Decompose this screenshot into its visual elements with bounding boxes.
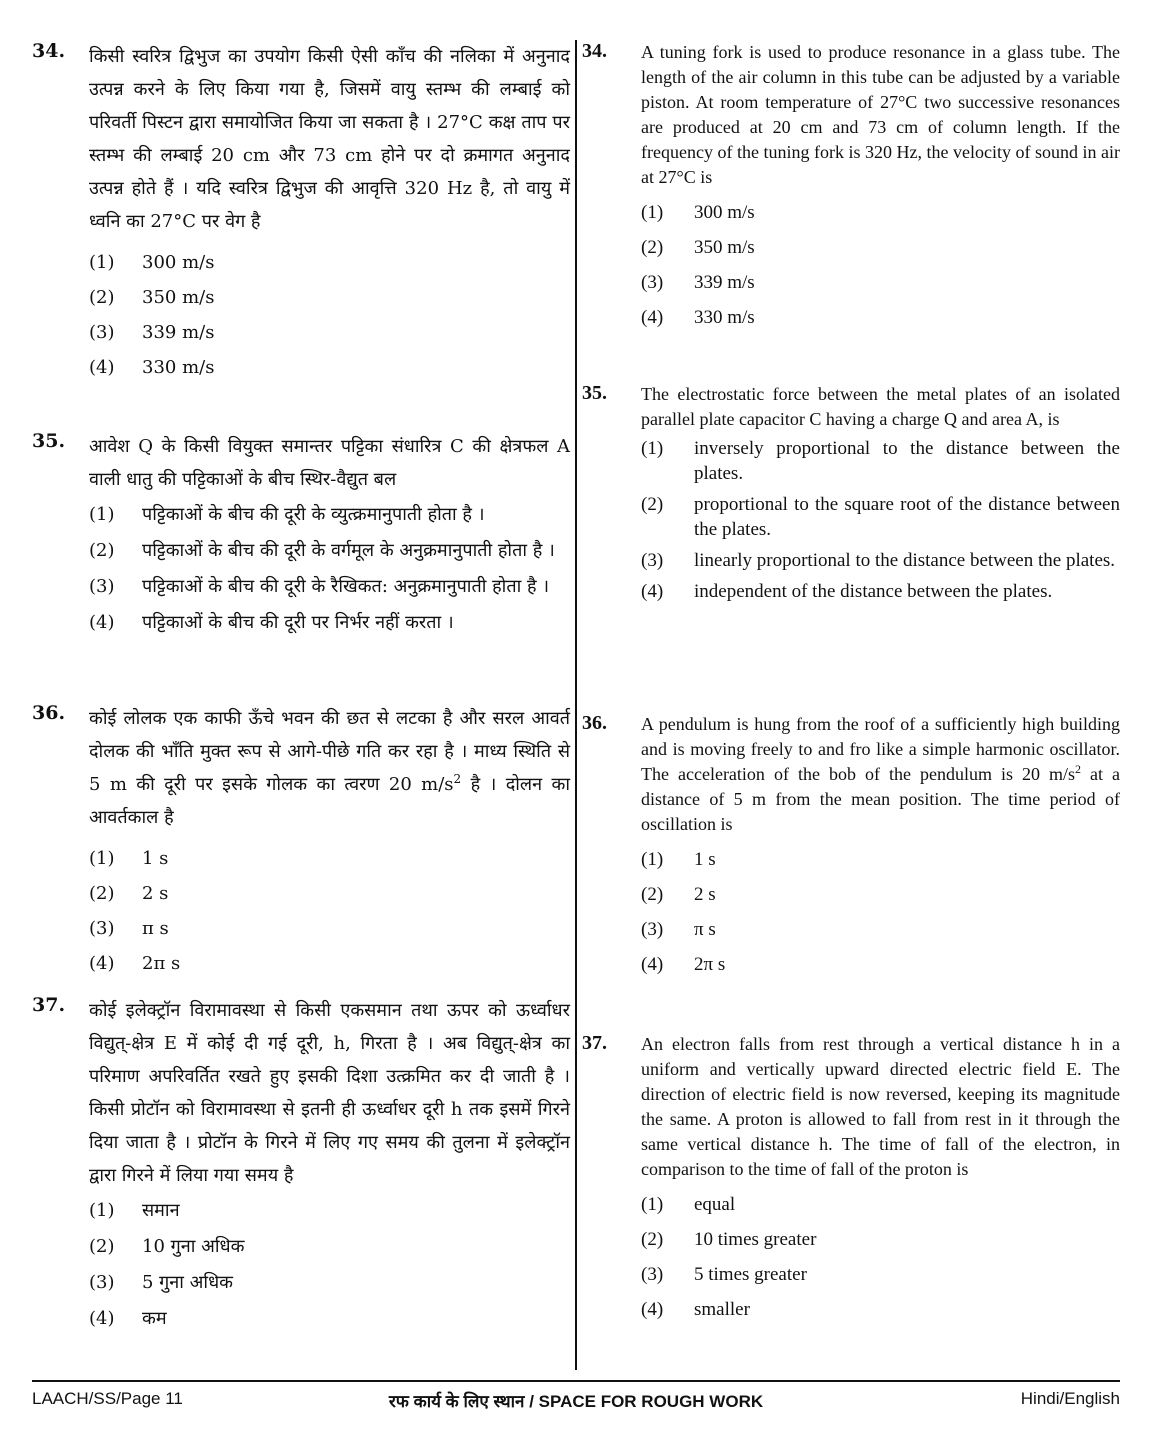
option[interactable]: [641, 305, 1120, 330]
option-text: पट्टिकाओं के बीच की दूरी के व्युत्क्रमानुपाती होता है ।: [142, 504, 485, 525]
option[interactable]: [641, 917, 1120, 942]
page-code: LAACH/SS/Page 11: [32, 1389, 183, 1408]
option-number: (1): [89, 848, 115, 869]
option-number: (1): [641, 438, 664, 459]
option-number: (3): [89, 918, 115, 939]
option-number: (2): [641, 494, 664, 515]
option-number: (2): [641, 884, 664, 905]
option[interactable]: [89, 318, 570, 348]
option-text: 339 m/s: [694, 272, 755, 293]
option[interactable]: [641, 1192, 1120, 1217]
option-number: (3): [641, 1264, 664, 1285]
option-number: (4): [641, 954, 664, 975]
option-text: 330 m/s: [694, 307, 755, 328]
option-text: 5 times greater: [694, 1264, 807, 1285]
question-stem: [89, 702, 570, 834]
option-text: 350 m/s: [694, 237, 755, 258]
option-text: proportional to the square root of the distance between the plates.: [694, 494, 1120, 540]
english-column: [582, 40, 1120, 1332]
option[interactable]: [641, 548, 1120, 573]
options-list: [89, 844, 570, 979]
option-text: 10 times greater: [694, 1229, 817, 1250]
stem-part: A pendulum is hung from the roof of a sufficiently high building and is moving freely to and fro like a simple harmonic oscillator. The acceleration of the bob of the pendulum is 20 m/s: [641, 714, 1120, 784]
option-text: 339 m/s: [142, 322, 215, 343]
option[interactable]: [89, 353, 570, 383]
option-number: (2): [89, 1236, 115, 1257]
option-text: 330 m/s: [142, 357, 215, 378]
option-number: (4): [641, 307, 664, 328]
superscript: 2: [1075, 762, 1081, 776]
option-number: (4): [641, 581, 664, 602]
option-text: पट्टिकाओं के बीच की दूरी के रैखिकत: अनुक्रमानुपाती होता है ।: [142, 576, 550, 597]
option[interactable]: [641, 579, 1120, 604]
option-number: (3): [641, 272, 664, 293]
question-number: 35.: [32, 430, 66, 452]
option[interactable]: [641, 200, 1120, 225]
options-list: [89, 248, 570, 383]
option-number: (3): [89, 322, 115, 343]
option-text: 10 गुना अधिक: [142, 1236, 245, 1257]
options-list: [641, 436, 1120, 604]
option-text: smaller: [694, 1299, 750, 1320]
question-number: 37.: [582, 1032, 607, 1054]
option[interactable]: [641, 492, 1120, 542]
question-stem: कोई इलेक्ट्रॉन विरामावस्था से किसी एकसमान तथा ऊपर को ऊर्ध्वाधर विद्युत्-क्षेत्र E में कोई दी गई दूरी, h, गिरता है । अब विद्युत्-क्षेत्र का परिमाण अपरिवर्तित रखते हुए इसकी दिशा उत्क्रमित कर दी जाती है । किसी प्रोटॉन को विरामावस्था से इतनी ही ऊर्ध्वाधर दूरी h तक इसमें गिरने दिया जाता है । प्रोटॉन के गिरने में लिए गए समय की तुलना में इलेक्ट्रॉन द्वारा गिरने में लिया गया समय है: [89, 1000, 570, 1186]
question-34-english: [582, 40, 1120, 382]
option[interactable]: [89, 608, 570, 638]
question-35-hindi: [32, 430, 570, 702]
option-number: (1): [89, 504, 115, 525]
question-stem: किसी स्वरित्र द्विभुज का उपयोग किसी ऐसी काँच की नलिका में अनुनाद उत्पन्न करने के लिए किया गया है, जिसमें वायु स्तम्भ की लम्बाई को परिवर्ती पिस्टन द्वारा समायोजित किया जा सकता है । 27°C कक्ष ताप पर स्तम्भ की लम्बाई 20 cm और 73 cm होने पर दो क्रमागत अनुनाद उत्पन्न होते हैं । यदि स्वरित्र द्विभुज की आवृत्ति 320 Hz है, तो वायु में ध्वनि का 27°C पर वेग है: [89, 46, 570, 232]
option-text: π s: [142, 918, 169, 939]
option-number: (2): [641, 237, 664, 258]
option-number: (1): [89, 1200, 115, 1221]
language-label: Hindi/English: [1020, 1389, 1120, 1408]
option[interactable]: [641, 1297, 1120, 1322]
question-number: 37.: [32, 994, 66, 1016]
option[interactable]: [641, 1262, 1120, 1287]
option-number: (2): [89, 540, 115, 561]
stem-part: at a distance of 5 m from the mean position. The time period of oscillation is: [641, 764, 1121, 834]
option-text: 1 s: [694, 849, 716, 870]
options-list: [89, 500, 570, 638]
option-text: कम: [142, 1308, 167, 1329]
option-number: (2): [89, 287, 115, 308]
option-number: (1): [641, 202, 664, 223]
option-number: (3): [89, 576, 115, 597]
option[interactable]: [89, 572, 570, 602]
question-number: 36.: [582, 712, 607, 734]
options-list: [641, 847, 1120, 977]
question-stem: An electron falls from rest through a vertical distance h in a uniform and vertically upward directed electric field E. The direction of electric field is now reversed, keeping its magnitude the same. A proton is allowed to fall from rest in it through the same vertical distance h. The time of fall of the electron, in comparison to the time of fall of the proton is: [641, 1034, 1120, 1179]
option-text: 2 s: [694, 884, 716, 905]
question-number: 35.: [582, 382, 607, 404]
question-number: 36.: [32, 702, 66, 724]
question-stem: आवेश Q के किसी वियुक्त समान्तर पट्टिका संधारित्र C की क्षेत्रफल A वाली धातु की पट्टिकाओं के बीच स्थिर-वैद्युत बल: [89, 436, 570, 490]
option-number: (1): [641, 849, 664, 870]
option[interactable]: [641, 882, 1120, 907]
options-list: [641, 200, 1120, 330]
question-35-english: [582, 382, 1120, 712]
option[interactable]: [641, 270, 1120, 295]
option[interactable]: [89, 1268, 570, 1298]
option[interactable]: [89, 1304, 570, 1334]
option-text: inversely proportional to the distance between the plates.: [694, 438, 1120, 484]
option-number: (4): [89, 357, 115, 378]
option[interactable]: [89, 500, 570, 530]
option-text: linearly proportional to the distance between the plates.: [694, 550, 1116, 571]
options-list: [641, 1192, 1120, 1322]
options-list: [89, 1196, 570, 1334]
hindi-column: [32, 40, 570, 1340]
option-number: (4): [89, 1308, 115, 1329]
question-37-english: [582, 1032, 1120, 1322]
question-34-hindi: [32, 40, 570, 430]
question-36-hindi: [32, 702, 570, 994]
option-text: पट्टिकाओं के बीच की दूरी पर निर्भर नहीं करता ।: [142, 612, 454, 633]
question-stem: [641, 712, 1120, 837]
option[interactable]: [89, 1232, 570, 1262]
option-text: 2π s: [142, 953, 181, 974]
option-text: 300 m/s: [694, 202, 755, 223]
option-text: π s: [694, 919, 716, 940]
option-number: (4): [89, 612, 115, 633]
option-text: independent of the distance between the plates.: [694, 581, 1053, 602]
option-number: (1): [641, 1194, 664, 1215]
option[interactable]: [641, 952, 1120, 977]
option[interactable]: [641, 436, 1120, 486]
rough-work-label: रफ कार्य के लिए स्थान / SPACE FOR ROUGH WORK: [388, 1392, 764, 1411]
stem-part: कोई लोलक एक काफी ऊँचे भवन की छत से लटका है और सरल आवर्त दोलक की भाँति मुक्त रूप से आगे-पीछे गति कर रहा है । माध्य स्थिति से 5 m की दूरी पर इसके गोलक का त्वरण 20 m/s: [89, 708, 570, 795]
option-number: (4): [641, 1299, 664, 1320]
option-text: 1 s: [142, 848, 169, 869]
option-number: (3): [641, 919, 664, 940]
option[interactable]: [89, 248, 570, 278]
page-footer: [32, 1389, 1120, 1415]
column-divider: [575, 40, 577, 1370]
option-number: (2): [89, 883, 115, 904]
stem-part: है । दोलन का आवर्तकाल है: [89, 774, 570, 828]
question-stem: The electrostatic force between the metal plates of an isolated parallel plate capacitor C having a charge Q and area A, is: [641, 384, 1120, 429]
option[interactable]: [89, 949, 570, 979]
option[interactable]: [89, 536, 570, 566]
question-36-english: [582, 712, 1120, 1032]
option-text: 300 m/s: [142, 252, 215, 273]
option-number: (2): [641, 1229, 664, 1250]
option-number: (3): [89, 1272, 115, 1293]
option-number: (1): [89, 252, 115, 273]
superscript: 2: [453, 772, 462, 786]
option[interactable]: [89, 914, 570, 944]
option[interactable]: [89, 844, 570, 874]
option[interactable]: [641, 1227, 1120, 1252]
option-number: (4): [89, 953, 115, 974]
option-text: 2π s: [694, 954, 726, 975]
option[interactable]: [641, 235, 1120, 260]
question-37-hindi: [32, 994, 570, 1334]
option[interactable]: [641, 847, 1120, 872]
question-stem: A tuning fork is used to produce resonance in a glass tube. The length of the air column in this tube can be adjusted by a variable piston. At room temperature of 27°C two successive resonances are produced at 20 cm and 73 cm of column length. If the frequency of the tuning fork is 320 Hz, the velocity of sound in air at 27°C is: [641, 42, 1120, 187]
option[interactable]: [89, 283, 570, 313]
question-number: 34.: [582, 40, 607, 62]
footer-rule: [32, 1380, 1120, 1382]
option-text: 5 गुना अधिक: [142, 1272, 233, 1293]
question-number: 34.: [32, 40, 66, 62]
option[interactable]: [89, 1196, 570, 1226]
option-text: 2 s: [142, 883, 169, 904]
option-text: 350 m/s: [142, 287, 215, 308]
option-text: समान: [142, 1200, 180, 1221]
option-text: equal: [694, 1194, 736, 1215]
option-number: (3): [641, 550, 664, 571]
option-text: पट्टिकाओं के बीच की दूरी के वर्गमूल के अनुक्रमानुपाती होता है ।: [142, 540, 555, 561]
option[interactable]: [89, 879, 570, 909]
